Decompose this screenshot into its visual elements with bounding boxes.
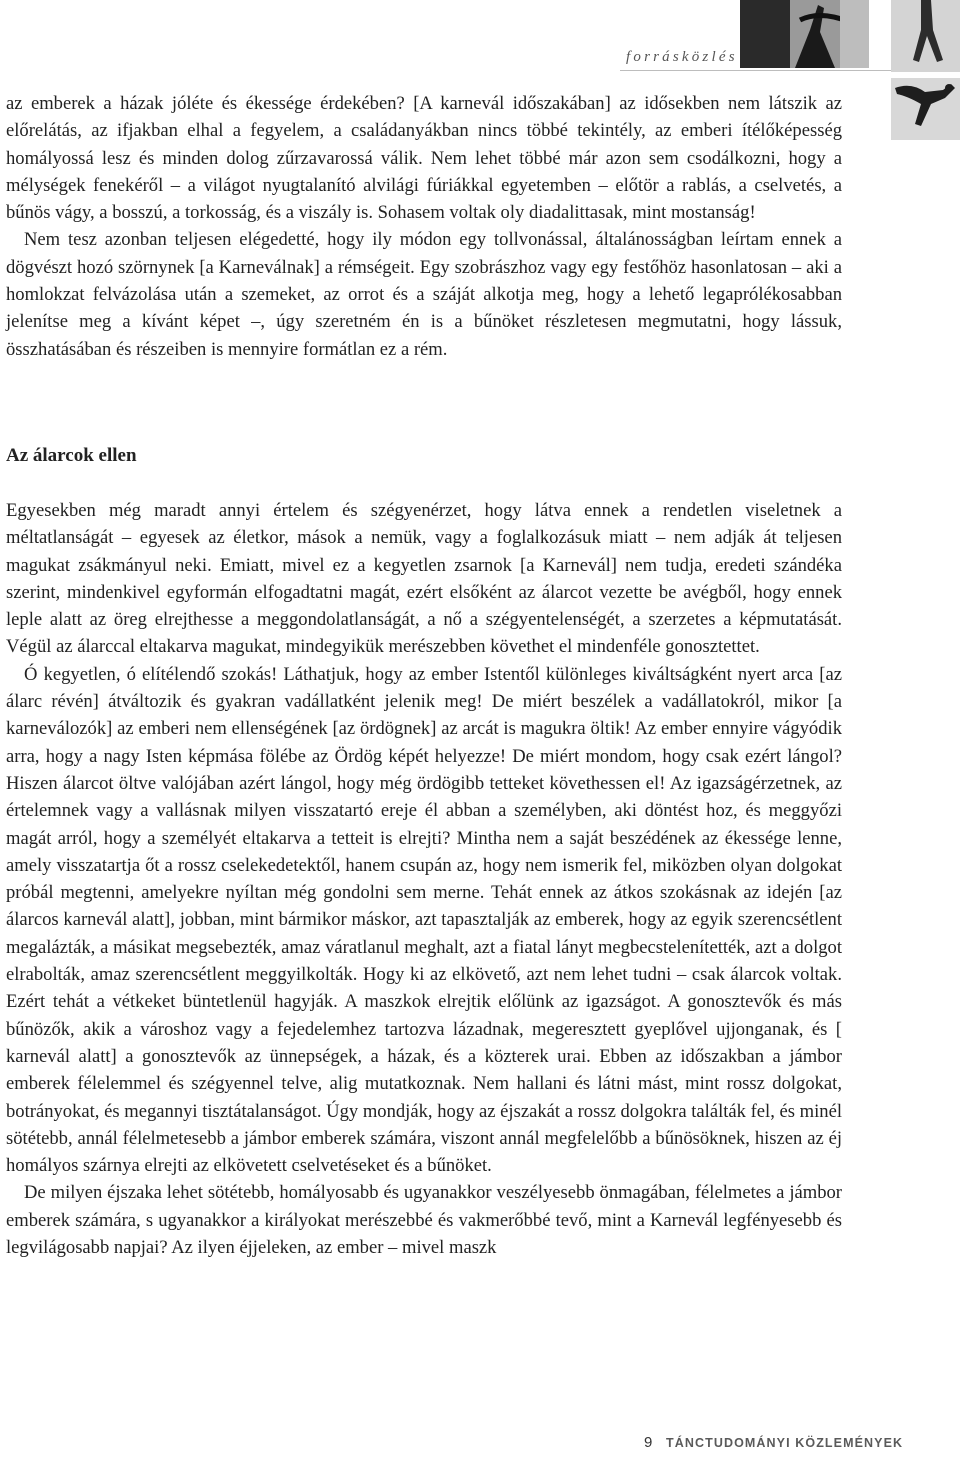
dancer-silhouette-icon (891, 0, 960, 72)
paragraph: Egyesekben még maradt annyi értelem és szégyenérzet, hogy látva ennek a rendetlen viseletnek a méltatlanságát – egyesek az életkor, mások a nemük, vagy a foglalkozásuk miatt – nem adják át teljesen magukat zsákmányul neki. Emiatt, mivel ez a kegyetlen zsarnok [a Karnevál] nem tudja, eredeti szándéka szerint, mindenkivel egyformán elfogadtatni magát, ezért elsőként az álarcot vezette be avégből, hogy ennek leple alatt az öreg elrejthesse a meggondolatlanságát, a nő a szégyentelenségét, a szerzetes a képmutatását. Végül az álarccal eltakarva magukat, mindegyikük merészebben követhet el mindenféle gonosztettet. (6, 500, 842, 658)
dancer-silhouette-icon (740, 0, 869, 68)
section-label: forrásközlés (626, 49, 738, 65)
page-footer (644, 1434, 944, 1451)
dance-photo-right-top (891, 0, 960, 72)
journal-title: TÁNCTUDOMÁNYI KÖZLEMÉNYEK (665, 1436, 904, 1450)
paragraph: Ó kegyetlen, ó elítélendő szokás! Láthatjuk, hogy az ember Istentől különleges kiváltságként nyert arca [az álarc révén] átváltozik és gyakran vadállatként jelenik meg! De miért beszélek a vadállatokról, mikor [a karneválozók] az emberi nem ellenségének [az ördögnek] az arcát is magukra öltik! Az ember ennyire vágyódik arra, hogy a nagy Isten képmása fölébe az Ördög képét helyezze! De miért mondom, hogy csak ezért lángol? Hiszen álarcot öltve valójában azért lángol, hogy még ördögibb tetteket követhessen el! Az igazságérzetnek, az értelemnek vagy a vallásnak milyen visszatartó ereje él abban a személyben, aki döntést hoz, és meggyőzi magát arról, hogy a személyét eltakarva a tetteit is elrejti? Mintha nem a saját beszédének az ékessége lenne, amely visszatartja őt a rossz cselekedetektől, hanem csupán az, hogy nem ismerik fel, miközben olyan dolgokat próbál megtenni, amelyekre nyíltan még gondolni sem merne. Tehát ennek az átkos szokásnak az idején [az álarcos karnevál alatt], jobban, mint bármikor máskor, azt tapasztalják az emberek, hogy az egyik szerencsétlent megalázták, a másikat megsebezték, amaz váratlanul meghalt, azt a fiatal lányt megbecstelenítették, azt a dolgot elrabolták, amaz szerencsétlent meggyilkolták. Hogy ki az elkövető, azt nem lehet tudni – csak álarcok voltak. Ezért tehát a vétkeket büntetlenül hagyják. A maszkok elrejtik előlünk az igazságot. A gonosztevők és más bűnözők, akik a városhoz vagy a fejedelemhez tartozva lázadnak, megeresztett gyeplővel ujjonganak, és [ karnevál alatt] a gonosztevők az ünnepségek, a házak, és a közterek urai. Ebben az időszakban a jámbor emberek félelemmel és szégyennel telve, alig mutatkoznak. Nem hallani és látni mást, mint rossz dolgokat, botrányokat, és megannyi tisztátalanságot. Úgy mondják, hogy az éjszakát a rossz dolgokra találták fel, és minél sötétebb, annál félelmetesebb a jámbor emberek számára, viszont annál megfelelőbb a bűnösöknek, hiszen az éj homályos szárnya elrejti az elkövetett cselvetéseket és a bűnöket. (6, 663, 842, 1177)
text-block-main (6, 497, 842, 1261)
paragraph: Nem tesz azonban teljesen elégedetté, hogy ily módon egy tollvonással, általánosságban leírtam ennek a dögvészt hozó szörnynek [a Karneválnak] a rémségeit. Egy szobrászhoz vagy egy festőhöz hasonlatosan – aki a homlokzat felvázolása után a szemeket, az orrot és a száját alkotja meg, hogy a lehető legaprólékosabban jelenítse meg a kívánt képet –, úgy szeretném én is a bűnöket részletesen megmutatni, hogy lássuk, összhatásában és részeiben is mennyire formátlan ez a rém. (6, 229, 842, 360)
dance-photo-right (891, 78, 960, 140)
text-block-continuation (6, 90, 842, 363)
dance-photo-top (740, 0, 869, 68)
section-heading: Az álarcok ellen (6, 445, 137, 466)
paragraph: De milyen éjszaka lehet sötétebb, homályosabb és ugyanakkor veszélyesebb önmagában, félelmetes a jámbor emberek számára, s ugyanakkor a királyokat merészebbé és vakmerőbbé tevő, mint a Karnevál legfényesebb és legvilágosabb napjai? Az ilyen éjjeleken, az ember – mivel maszk (6, 1182, 842, 1259)
page-number: 9 (644, 1434, 653, 1451)
dancer-silhouette-icon (891, 78, 960, 140)
paragraph: az emberek a házak jóléte és ékessége érdekében? [A karnevál időszakában] az idősekben nem látszik az előrelátás, az ifjakban elhal a fegyelem, a családanyákban nincs többé tekintély, az emberi ítélőképesség homályossá lesz és minden dolog zűrzavarossá válik. Nem lehet többé már azon sem csodálkozni, hogy a mélységek fenekéről – a világot nyugtalanító alvilági fúriákkal egyetemben – előtör a rablás, a cselvetés, a bűnös vágy, a bosszú, a torkosság, és a viszály is. Sohasem voltak oly diadalittasak, mint mostanság! (6, 93, 842, 224)
